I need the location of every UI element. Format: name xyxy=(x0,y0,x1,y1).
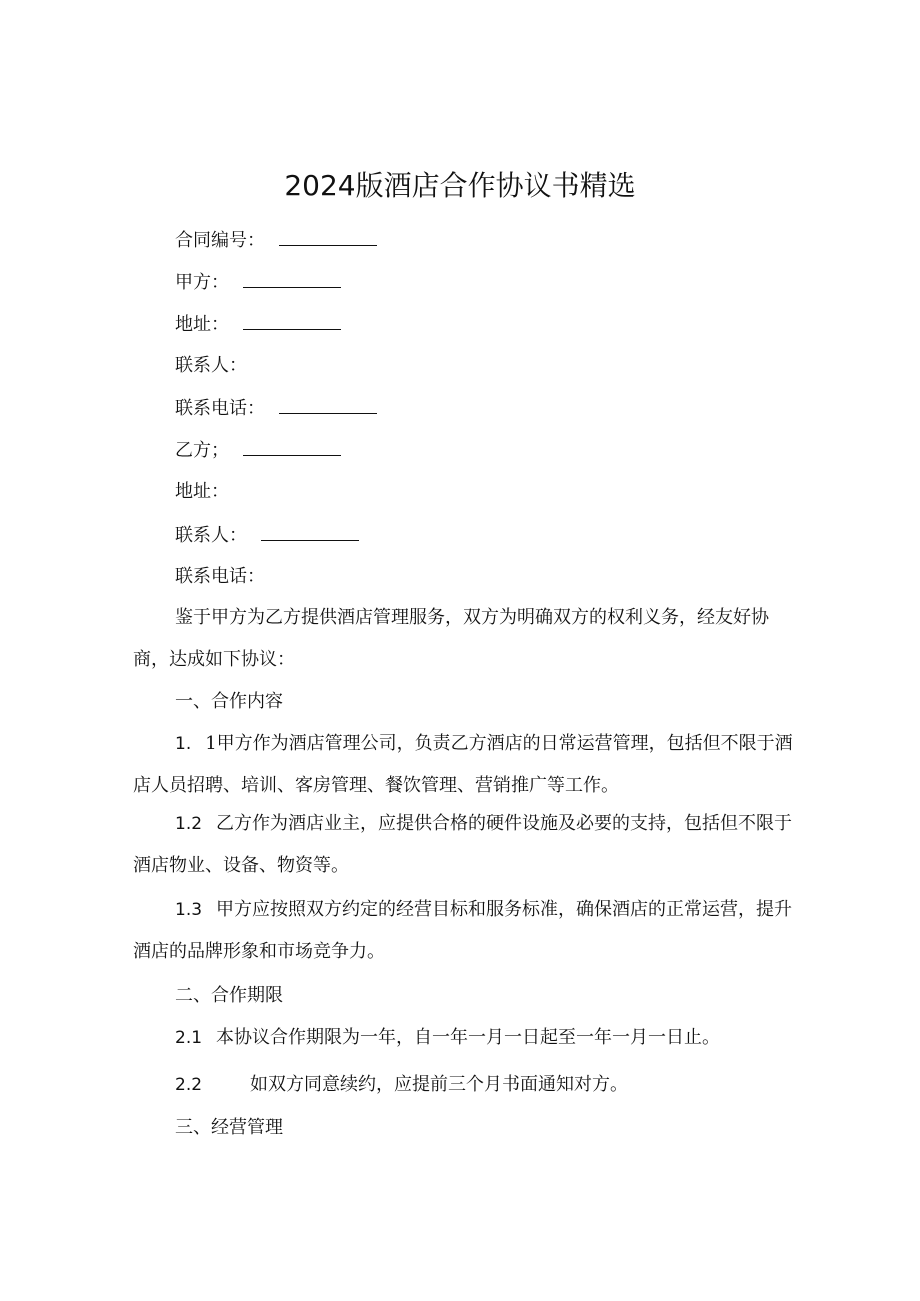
contract-number-field xyxy=(175,227,377,254)
party-a-phone-label: 联系电话： xyxy=(175,398,265,419)
section-2-heading: 二、合作期限 xyxy=(175,985,283,1006)
clause-2-2-text: 如双方同意续约，应提前三个月书面通知对方。 xyxy=(250,1074,629,1095)
party-b-contact-blank xyxy=(261,522,359,541)
section-1-heading: 一、合作内容 xyxy=(175,691,283,712)
party-a-contact-field xyxy=(175,353,247,379)
clause-1-3 xyxy=(133,889,795,973)
party-b-phone-field xyxy=(175,564,265,590)
party-a-contact-label: 联系人： xyxy=(175,355,247,376)
party-a-field xyxy=(175,269,341,296)
document-title: 2024版酒店合作协议书精选 xyxy=(284,169,636,202)
party-a-label: 甲方： xyxy=(175,272,229,293)
clause-1-2-text: 乙方作为酒店业主，应提供合格的硬件设施及必要的支持，包括但不限于酒店物业、设备、物资等。 xyxy=(133,813,793,876)
section-3-heading: 三、经营管理 xyxy=(175,1117,283,1138)
party-b-contact-field xyxy=(175,522,359,549)
clause-1-1 xyxy=(133,723,795,807)
party-a-address-label: 地址： xyxy=(175,314,229,335)
party-a-address-field xyxy=(175,311,341,338)
clause-2-1 xyxy=(175,1025,720,1051)
preamble-paragraph: 鉴于甲方为乙方提供酒店管理服务，双方为明确双方的权利义务，经友好协商，达成如下协议： xyxy=(133,607,769,670)
party-b-field xyxy=(175,437,341,464)
party-b-address-field xyxy=(175,479,229,505)
party-b-address-label: 地址： xyxy=(175,481,229,502)
clause-1-1-number: 1. xyxy=(175,734,192,754)
party-b-blank xyxy=(243,437,341,456)
clause-1-3-number: 1.3 xyxy=(175,900,203,920)
party-a-blank xyxy=(243,269,341,288)
clause-1-2-number: 1.2 xyxy=(175,814,203,834)
party-a-address-blank xyxy=(243,311,341,330)
clause-2-1-text: 本协议合作期限为一年，自一年一月一日起至一年一月一日止。 xyxy=(216,1027,721,1048)
party-b-contact-label: 联系人： xyxy=(175,525,247,546)
party-a-phone-blank xyxy=(279,395,377,414)
clause-2-2 xyxy=(175,1072,628,1098)
clause-1-1-text: 1甲方作为酒店管理公司，负责乙方酒店的日常运营管理，包括但不限于酒店人员招聘、培训、客房管理、餐饮管理、营销推广等工作。 xyxy=(133,733,793,796)
party-b-label: 乙方； xyxy=(175,440,229,461)
clause-2-1-number: 2.1 xyxy=(175,1028,203,1048)
contract-number-label: 合同编号： xyxy=(175,230,265,251)
clause-1-3-text: 甲方应按照双方约定的经营目标和服务标准，确保酒店的正常运营，提升酒店的品牌形象和市场竞争力。 xyxy=(133,899,793,962)
clause-1-2 xyxy=(133,803,795,887)
contract-number-blank xyxy=(279,227,377,246)
party-b-phone-label: 联系电话： xyxy=(175,566,265,587)
party-a-phone-field xyxy=(175,395,377,422)
clause-2-2-number: 2.2 xyxy=(175,1075,203,1095)
